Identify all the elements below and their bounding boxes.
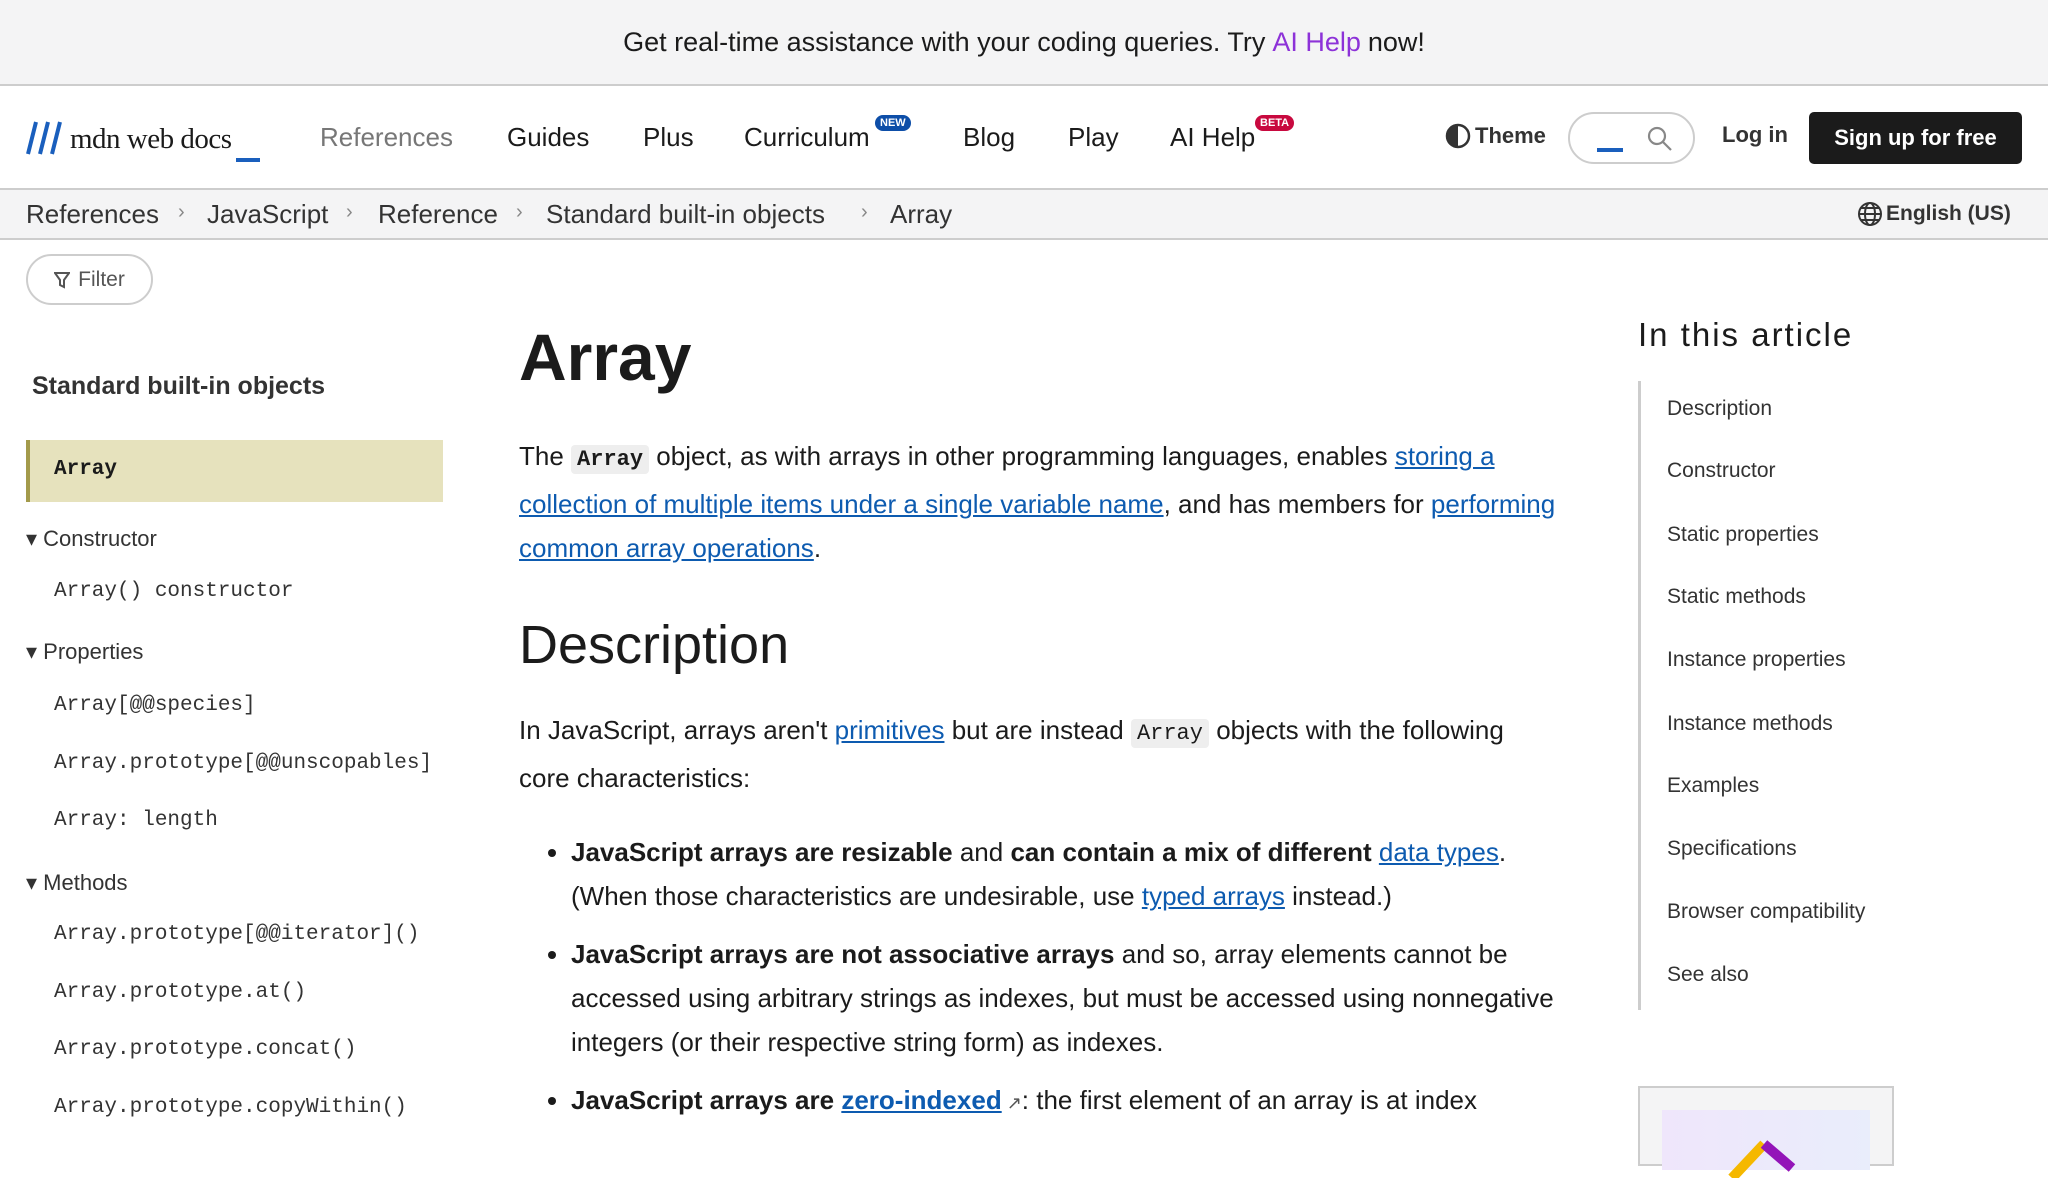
toc-link[interactable]: Instance properties: [1667, 648, 1846, 671]
sidebar-item[interactable]: Array[@@species]: [54, 694, 256, 717]
search-input[interactable]: [1568, 112, 1695, 164]
bold-text: JavaScript arrays are: [571, 1085, 835, 1115]
toc-title: In this article: [1638, 316, 1854, 353]
toc-link[interactable]: Description: [1667, 397, 1773, 420]
text: , and has members for: [1163, 489, 1424, 519]
ad-box[interactable]: [1638, 1086, 1894, 1166]
description-heading: Description: [519, 615, 790, 675]
section-label: Properties: [43, 639, 144, 664]
language-label: English (US): [1886, 202, 2011, 225]
chevron-right-icon: ›: [346, 201, 353, 223]
list-item: [571, 932, 1559, 1064]
link-common-operations[interactable]: performing common array operations: [519, 489, 1556, 563]
inline-code: Array: [571, 445, 649, 474]
bold-text: can contain a mix of different: [1010, 837, 1372, 867]
sidebar-heading[interactable]: Standard built-in objects: [32, 372, 326, 400]
toc-link[interactable]: Instance methods: [1667, 712, 1833, 735]
text: The: [519, 441, 564, 471]
chevron-right-icon: ›: [516, 201, 523, 223]
search-icon: [1646, 125, 1674, 153]
sidebar-item[interactable]: Array.prototype[@@iterator](): [54, 923, 420, 946]
nav-curriculum[interactable]: Curriculum: [744, 122, 870, 152]
theme-label: Theme: [1475, 123, 1546, 148]
sidebar-item[interactable]: Array: length: [54, 809, 218, 832]
sidebar-section-properties[interactable]: ▾ Properties: [26, 639, 144, 664]
breadcrumb-javascript[interactable]: JavaScript: [207, 199, 329, 229]
link-data-types[interactable]: data types: [1378, 837, 1499, 867]
toc-link[interactable]: Constructor: [1667, 459, 1776, 482]
logo-cursor: [236, 158, 260, 162]
login-link[interactable]: Log in: [1722, 122, 1788, 147]
external-link-icon: ↗: [1001, 1093, 1022, 1113]
nav-blog[interactable]: Blog: [963, 122, 1016, 152]
beta-badge: BETA: [1255, 115, 1294, 131]
sidebar-item-array-active[interactable]: Array: [26, 440, 443, 502]
mdn-logo[interactable]: [26, 120, 260, 156]
chevron-right-icon: ›: [178, 201, 185, 223]
breadcrumb-array[interactable]: Array: [890, 199, 953, 229]
ad-image: [1662, 1110, 1870, 1170]
characteristics-list: [519, 830, 1559, 1125]
intro-paragraph: [519, 434, 1559, 570]
sidebar-section-methods[interactable]: ▾ Methods: [26, 870, 128, 895]
breadcrumb-references[interactable]: References: [26, 199, 159, 229]
new-badge: NEW: [875, 115, 911, 131]
theme-contrast-icon: [1445, 123, 1471, 149]
link-storing-collection[interactable]: storing a collection of multiple items under a single variable name: [519, 441, 1495, 519]
search-cursor: [1597, 148, 1623, 152]
toc-link[interactable]: Examples: [1667, 774, 1760, 797]
banner-ai-help-link[interactable]: AI Help: [1272, 26, 1361, 57]
inline-code: Array: [1131, 719, 1209, 748]
breadcrumb: [0, 190, 2048, 240]
text: but are instead: [951, 715, 1124, 745]
list-item: [571, 830, 1559, 918]
text: In JavaScript, arrays aren't: [519, 715, 828, 745]
article-content: [519, 312, 1559, 1125]
nav-plus[interactable]: Plus: [643, 122, 694, 152]
section-label: Constructor: [43, 526, 157, 551]
toc-link[interactable]: Static properties: [1667, 523, 1819, 546]
toc-link[interactable]: Static methods: [1667, 585, 1806, 608]
link-zero-indexed[interactable]: zero-indexed: [841, 1085, 1002, 1115]
filter-label: Filter: [78, 267, 125, 291]
bold-text: JavaScript arrays are not associative arrays: [571, 939, 1115, 969]
signup-button[interactable]: Sign up for free: [1809, 112, 2022, 164]
sidebar-section-constructor[interactable]: ▾ Constructor: [26, 526, 157, 551]
chevron-right-icon: ›: [861, 201, 868, 223]
link-typed-arrays[interactable]: typed arrays: [1141, 881, 1285, 911]
nav-ai-help[interactable]: AI Help: [1170, 122, 1256, 152]
text: and so, array elements cannot be accessed using arbitrary strings as indexes, but must be accessed using nonnegative integers (or their respective string form) as indexes.: [571, 939, 1554, 1057]
ad-logo-icon: [1722, 1138, 1812, 1178]
section-label: Methods: [43, 870, 128, 895]
description-paragraph: [519, 708, 1559, 800]
sidebar-item[interactable]: Array.prototype.concat(): [54, 1038, 357, 1061]
theme-button[interactable]: [1445, 123, 1546, 149]
breadcrumb-standard-objects[interactable]: Standard built-in objects: [546, 199, 825, 229]
text: .: [813, 533, 822, 563]
toc-link[interactable]: See also: [1667, 963, 1749, 986]
sidebar-item[interactable]: Array() constructor: [54, 580, 294, 603]
toc-link[interactable]: Browser compatibility: [1667, 900, 1866, 923]
banner-text: Get real-time assistance with your coding queries. Try: [623, 26, 1266, 57]
toc-rail: [1638, 381, 1641, 1010]
text: . (When those characteristics are undesirable, use: [571, 837, 1507, 911]
text: and: [959, 837, 1004, 867]
ai-help-banner: [0, 0, 2048, 86]
text: object, as with arrays in other programming languages, enables: [656, 441, 1388, 471]
language-selector[interactable]: [1857, 201, 2011, 227]
nav-play[interactable]: Play: [1068, 122, 1119, 152]
banner-text-end: now!: [1367, 26, 1425, 57]
breadcrumb-reference[interactable]: Reference: [378, 199, 498, 229]
link-primitives[interactable]: primitives: [834, 715, 945, 745]
sidebar-item[interactable]: Array.prototype.at(): [54, 981, 307, 1004]
mdn-m-icon: [26, 120, 64, 156]
nav-references[interactable]: References: [320, 122, 453, 152]
filter-icon: [54, 271, 70, 289]
filter-button[interactable]: [26, 254, 153, 305]
logo-text: mdn web docs: [70, 123, 232, 155]
text: objects with the following core characteristics:: [519, 715, 1504, 793]
toc-link[interactable]: Specifications: [1667, 837, 1797, 860]
sidebar-item[interactable]: Array.prototype[@@unscopables]: [54, 752, 433, 775]
page-title: Array: [519, 320, 692, 394]
text: : the first element of an array is at index: [1021, 1085, 1478, 1115]
globe-icon: [1857, 201, 1883, 227]
text: instead.): [1292, 881, 1392, 911]
bold-text: JavaScript arrays are resizable: [571, 837, 953, 867]
nav-guides[interactable]: Guides: [507, 122, 590, 152]
top-navigation: [0, 86, 2048, 190]
list-item: [571, 1078, 1559, 1125]
sidebar-item[interactable]: Array.prototype.copyWithin(): [54, 1096, 407, 1119]
